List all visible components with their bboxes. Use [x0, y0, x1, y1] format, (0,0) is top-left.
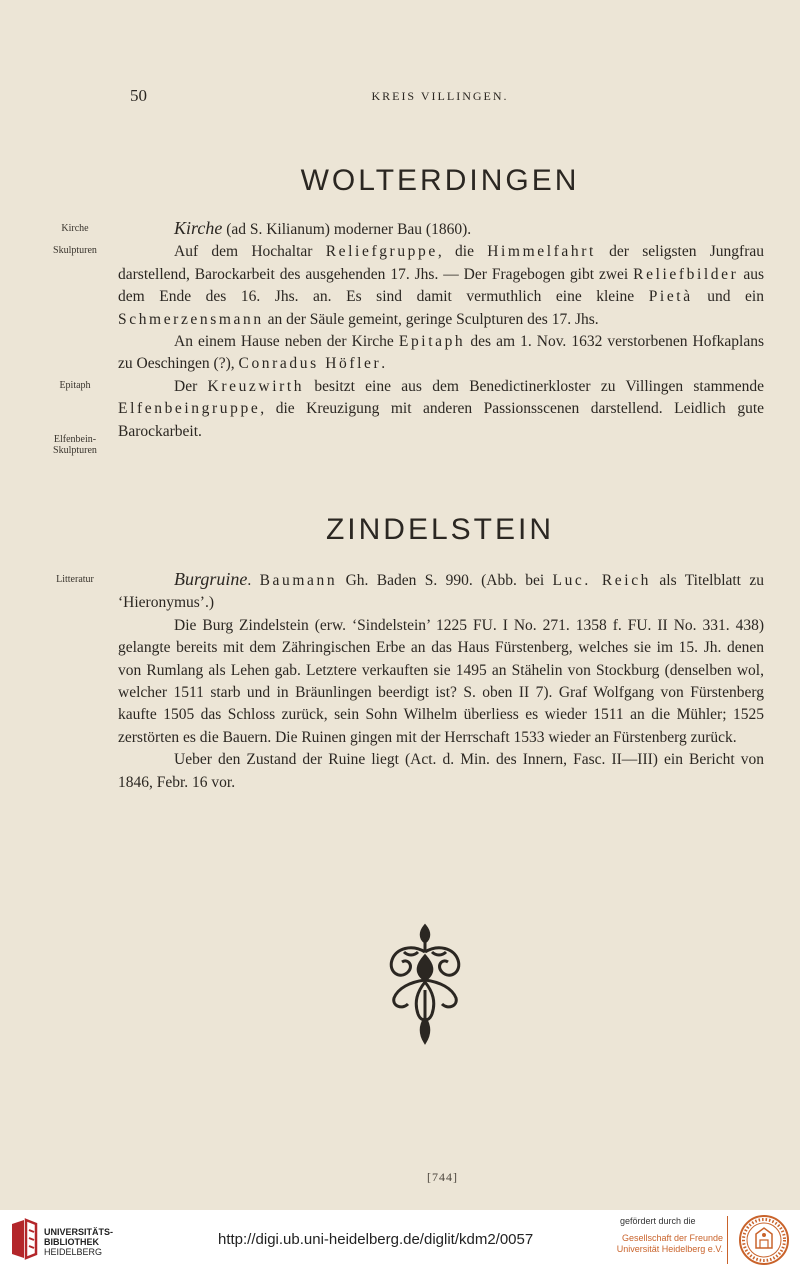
footer-bar [0, 1210, 800, 1269]
term-kreuzwirth: Kreuzwirth [207, 377, 305, 395]
ornament-vignette [384, 922, 466, 1048]
margin-note-elfenbein-line1: Elfenbein- [53, 434, 97, 445]
paragraph-bericht: Ueber den Zustand der Ruine liegt (Act. d. Min. des Innern, Fasc. II—III) ein Bericht von 1846, Febr. 16 vor. [118, 751, 764, 791]
term-pieta: Pietà [648, 288, 693, 306]
sponsor-divider [727, 1216, 728, 1264]
text: (ad S. Kilianum) moderner Bau (1860). [222, 221, 472, 238]
library-name [44, 1227, 113, 1257]
text: Auf dem Hochaltar [174, 243, 326, 261]
margin-note-epitaph: Epitaph [59, 380, 91, 391]
text: , die [437, 243, 488, 261]
text: . [381, 355, 386, 373]
text: aus dem Ende des 16. Jhs. an. Es sind damit vermuthlich eine kleine [118, 265, 764, 306]
library-name-line2: BIBLIOTHEK [44, 1237, 99, 1247]
page-number: 50 [130, 86, 147, 105]
text: . [247, 572, 260, 589]
page-signature: [744] [427, 1170, 458, 1184]
term-kirche: Kirche [174, 218, 223, 238]
library-name-line3: HEIDELBERG [44, 1247, 103, 1257]
term-conradus-hoefler: Conradus Höfler [238, 355, 382, 373]
term-baumann: Baumann [259, 572, 338, 589]
text: An einem Hause neben der Kirche [174, 333, 399, 351]
text: als Titelblatt zu ‘Hieronymus’.) [118, 572, 764, 612]
term-schmerzensmann: Schmerzensmann [118, 310, 264, 328]
sponsor-label: gefördert durch die [620, 1216, 696, 1226]
section-title-zindelstein: ZINDELSTEIN [325, 513, 555, 546]
margin-note-kirche: Kirche [61, 223, 89, 234]
university-seal-icon [738, 1214, 790, 1266]
paragraph-history: Die Burg Zindelstein (erw. ‘Sindelstein’ 1225 FU. I No. 271. 1358 f. FU. II No. 331. 438) gelangte bereits mit dem Zähringischen Erbe an das Haus Fürstenberg, welches sie im 15. Jh. denen von Rumlang als Lehen gab. Letztere verkauften sie 1495 an Stähelin von Stockburg (denselben wol, welcher 1511 starb und in Bräunlingen beerdigt ist? S. oben II 7). Graf Wolfgang von Fürstenberg kaufte 1505 das Schloss zurück, sein Sohn Wilhelm überliess es wieder 1511 an die Mühler; 1525 zerstörten es die Bauern. Die Ruinen gingen mit der Herrschaft 1533 wieder an Fürstenberg zurück. [118, 616, 764, 746]
sponsor-name-line1: Gesellschaft der Freunde [621, 1233, 723, 1243]
text: der seligsten Jungfrau darstellend, Barockarbeit des ausgehenden 17. Jhs. — Der Fragebogen gibt zwei [118, 243, 765, 283]
text: , die Kreuzigung mit anderen Passionsscenen darstellend. Leidlich gute Barockarbeit. [118, 400, 764, 440]
sponsor-name [608, 1233, 723, 1255]
permalink-url[interactable]: http://digi.ub.uni-heidelberg.de/diglit/kdm2/0057 [218, 1231, 534, 1248]
paragraph-kirche [118, 217, 764, 241]
text: an der Säule gemeint, geringe Sculpturen des 17. Jhs. [263, 310, 599, 328]
margin-note-litteratur: Litteratur [56, 574, 94, 585]
margin-note-elfenbein [30, 434, 120, 456]
term-burgruine: Burgruine [174, 569, 248, 589]
sponsor-name-line2: Universität Heidelberg e.V. [616, 1244, 723, 1254]
term-reliefbilder: Reliefbilder [633, 265, 739, 283]
paragraph-burgruine [118, 568, 764, 615]
margin-note-skulpturen: Skulpturen [53, 245, 97, 256]
text: des am 1. Nov. 1632 verstorbenen Hofkaplans zu Oeschingen (?), [118, 333, 764, 373]
library-name-line1: UNIVERSITÄTS- [44, 1227, 114, 1237]
term-himmelfahrt: Himmelfahrt [487, 243, 596, 261]
text: Gh. Baden S. 990. (Abb. bei [337, 572, 553, 589]
margin-note-elfenbein-line2: Skulpturen [53, 445, 97, 456]
term-reliefgruppe: Reliefgruppe [325, 243, 438, 261]
text: besitzt eine aus dem Benedictinerkloster zu Villingen stammende [304, 377, 764, 395]
zindelstein-text [118, 568, 764, 794]
paragraph-skulpturen [118, 241, 764, 331]
term-luc-reich: Luc. Reich [552, 572, 652, 589]
text: Der [174, 377, 208, 395]
paragraph-epitaph [118, 331, 764, 376]
library-logo-icon [8, 1218, 40, 1262]
paragraph-elfenbein [118, 376, 764, 443]
wolterdingen-text [118, 217, 764, 443]
term-elfenbeingruppe: Elfenbeingruppe [118, 400, 261, 418]
running-head: KREIS VILLINGEN. [371, 89, 509, 103]
term-epitaph: Epitaph [398, 333, 466, 351]
section-title-wolterdingen: WOLTERDINGEN [300, 164, 580, 197]
text: und ein [692, 288, 764, 306]
